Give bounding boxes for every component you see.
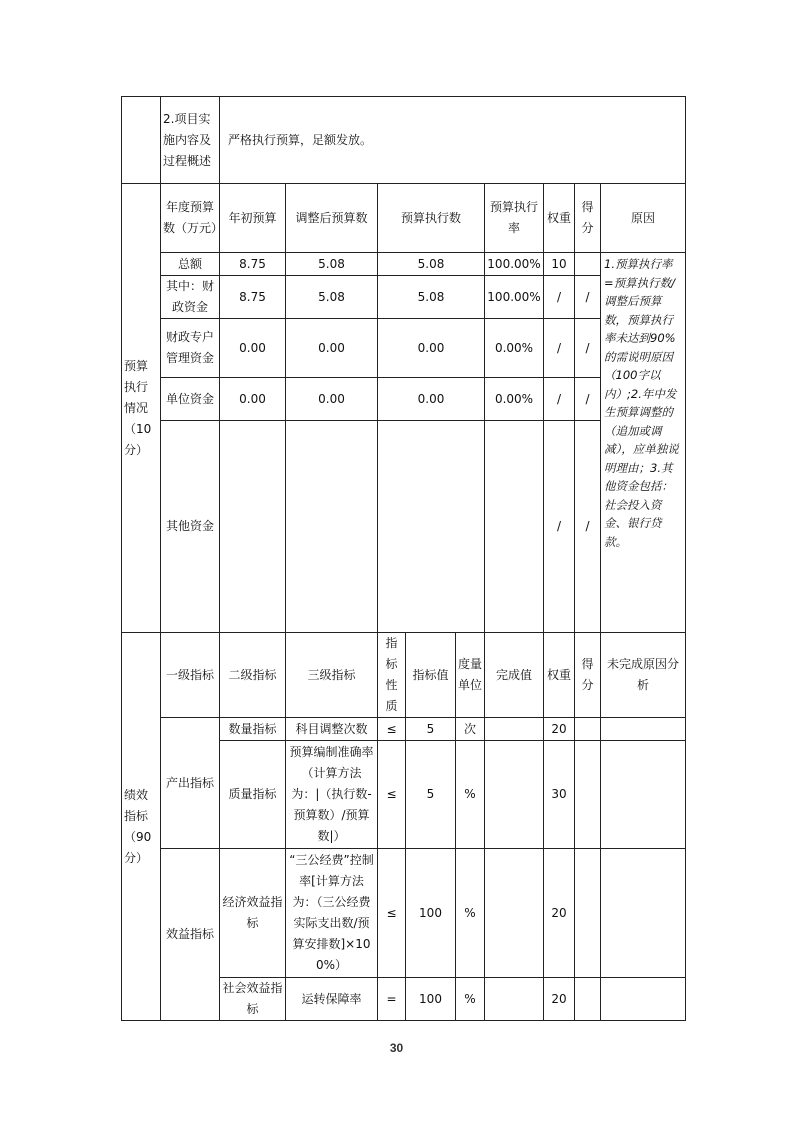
adjusted-value: 0.00	[286, 319, 378, 378]
header-actual: 完成值	[485, 633, 544, 718]
rate-value: 100.00%	[485, 253, 544, 276]
adjusted-value: 0.00	[286, 378, 378, 421]
header-rate: 预算执行率	[485, 184, 544, 253]
header-target-value: 指标值	[406, 633, 456, 718]
table-row	[122, 849, 686, 978]
blank-cell	[122, 97, 161, 184]
page-number: 30	[389, 1041, 404, 1055]
rate-value	[485, 421, 544, 633]
performance-header-row	[122, 633, 686, 718]
initial-value: 8.75	[220, 276, 286, 319]
header-reason: 未完成原因分析	[601, 633, 686, 718]
header-nature: 指标性质	[378, 633, 406, 718]
header-annual-budget: 年度预算数（万元）	[161, 184, 220, 253]
weight-value: /	[544, 421, 575, 633]
header-level2: 二级指标	[220, 633, 286, 718]
score	[575, 978, 601, 1021]
reason	[601, 978, 686, 1021]
level2: 数量指标	[220, 718, 286, 741]
initial-value: 0.00	[220, 378, 286, 421]
rate-value: 0.00%	[485, 378, 544, 421]
unit: 次	[456, 718, 485, 741]
unit: %	[456, 978, 485, 1021]
executed-value: 5.08	[378, 253, 485, 276]
score	[575, 741, 601, 849]
header-score: 得分	[575, 633, 601, 718]
reason	[601, 741, 686, 849]
reason-note: 1.预算执行率=预算执行数/调整后预算数，预算执行率未达到90%的需说明原因（100字以内）;2.年中发生预算调整的（追加或调减），应单独说明理由；3.其他资金包括：社会投入资金、银行贷款。	[601, 253, 686, 633]
level3: 科目调整次数	[286, 718, 378, 741]
header-weight: 权重	[544, 184, 575, 253]
nature: =	[378, 978, 406, 1021]
rate-value: 0.00%	[485, 319, 544, 378]
executed-value: 0.00	[378, 378, 485, 421]
header-unit: 度量单位	[456, 633, 485, 718]
weight: 20	[544, 718, 575, 741]
level1-output: 产出指标	[161, 718, 220, 849]
level2: 质量指标	[220, 741, 286, 849]
score-value	[575, 253, 601, 276]
level3: “三公经费”控制率[计算方法为：（三公经费实际支出数/预算安排数]×100%）	[286, 849, 378, 978]
executed-value: 5.08	[378, 276, 485, 319]
header-level1: 一级指标	[161, 633, 220, 718]
level3: 预算编制准确率（计算方法为：|（执行数-预算数）/预算数|）	[286, 741, 378, 849]
adjusted-value: 5.08	[286, 253, 378, 276]
initial-value	[220, 421, 286, 633]
adjusted-value: 5.08	[286, 276, 378, 319]
score-value: /	[575, 421, 601, 633]
unit: %	[456, 741, 485, 849]
table-row	[122, 253, 686, 276]
nature: ≤	[378, 718, 406, 741]
reason	[601, 718, 686, 741]
nature: ≤	[378, 741, 406, 849]
target-value: 100	[406, 849, 456, 978]
header-level3: 三级指标	[286, 633, 378, 718]
score-value: /	[575, 319, 601, 378]
header-executed: 预算执行数	[378, 184, 485, 253]
score	[575, 849, 601, 978]
budget-header-row	[122, 184, 686, 253]
performance-group-label: 绩效指标（90分）	[122, 633, 161, 1021]
executed-value	[378, 421, 485, 633]
weight: 20	[544, 849, 575, 978]
weight-value: /	[544, 378, 575, 421]
weight: 30	[544, 741, 575, 849]
header-adjusted-budget: 调整后预算数	[286, 184, 378, 253]
actual	[485, 849, 544, 978]
score-value: /	[575, 276, 601, 319]
actual	[485, 718, 544, 741]
row-name: 单位资金	[161, 378, 220, 421]
level1-benefit: 效益指标	[161, 849, 220, 1021]
initial-value: 8.75	[220, 253, 286, 276]
budget-group-label: 预算执行情况（10分）	[122, 184, 161, 633]
implementation-content: 严格执行预算，足额发放。	[220, 97, 686, 184]
level2: 经济效益指标	[220, 849, 286, 978]
adjusted-value	[286, 421, 378, 633]
target-value: 5	[406, 718, 456, 741]
performance-evaluation-table	[121, 96, 686, 1021]
rate-value: 100.00%	[485, 276, 544, 319]
score-value: /	[575, 378, 601, 421]
weight: 20	[544, 978, 575, 1021]
weight-value: /	[544, 276, 575, 319]
weight-value: /	[544, 319, 575, 378]
row-name: 财政专户管理资金	[161, 319, 220, 378]
implementation-label: 2.项目实施内容及过程概述	[161, 97, 220, 184]
header-score: 得分	[575, 184, 601, 253]
table-row	[122, 718, 686, 741]
unit: %	[456, 849, 485, 978]
header-weight: 权重	[544, 633, 575, 718]
target-value: 5	[406, 741, 456, 849]
row-name: 其中：财政资金	[161, 276, 220, 319]
actual	[485, 741, 544, 849]
row-name: 总额	[161, 253, 220, 276]
header-initial-budget: 年初预算	[220, 184, 286, 253]
target-value: 100	[406, 978, 456, 1021]
executed-value: 0.00	[378, 319, 485, 378]
score	[575, 718, 601, 741]
nature: ≤	[378, 849, 406, 978]
weight-value: 10	[544, 253, 575, 276]
level3: 运转保障率	[286, 978, 378, 1021]
level2: 社会效益指标	[220, 978, 286, 1021]
reason	[601, 849, 686, 978]
actual	[485, 978, 544, 1021]
row-name: 其他资金	[161, 421, 220, 633]
implementation-row	[122, 97, 686, 184]
header-reason: 原因	[601, 184, 686, 253]
initial-value: 0.00	[220, 319, 286, 378]
